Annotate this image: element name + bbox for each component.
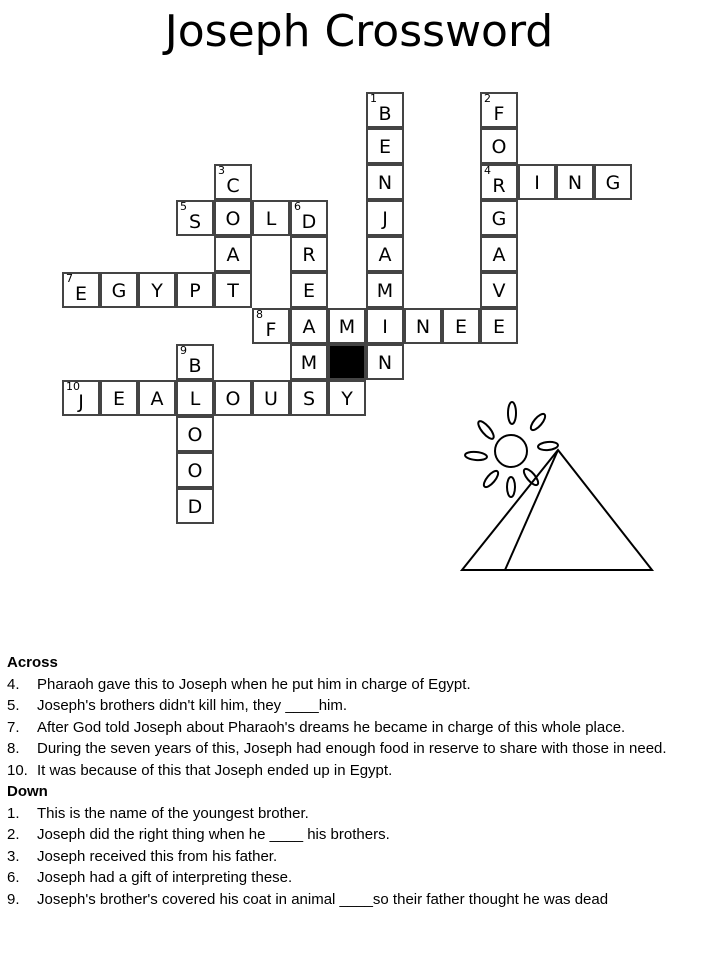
across-clue-list <box>7 674 718 782</box>
clue-num: 2. <box>7 826 20 843</box>
cell-letter: E <box>112 388 125 410</box>
cell-letter: U <box>264 388 278 410</box>
grid-cell <box>480 128 518 164</box>
grid-cell <box>366 128 404 164</box>
grid-cell <box>366 92 404 128</box>
cell-letter: N <box>567 172 583 194</box>
grid-cell <box>176 488 214 524</box>
grid-cell <box>518 164 556 200</box>
clue-number: 10 <box>66 380 80 393</box>
cell-letter: O <box>491 136 507 158</box>
cell-letter: E <box>492 316 505 338</box>
grid-cell <box>176 380 214 416</box>
cell-letter: Y <box>151 280 163 302</box>
down-clue <box>7 867 718 889</box>
cell-letter: I <box>534 172 540 194</box>
cell-letter: S <box>302 388 316 410</box>
grid-cell <box>214 164 252 200</box>
clue-text: During the seven years of this, Joseph had enough food in reserve to share with those in need. <box>37 740 667 757</box>
clue-text: Pharaoh gave this to Joseph when he put him in charge of Egypt. <box>37 675 471 693</box>
grid-cell <box>290 344 328 380</box>
cell-letter: M <box>376 280 394 302</box>
grid-cell <box>594 164 632 200</box>
pyramid-icon <box>462 450 652 570</box>
down-heading: Down <box>7 783 48 800</box>
grid-cell <box>366 200 404 236</box>
cell-letter: F <box>265 319 277 341</box>
across-heading: Across <box>7 654 58 671</box>
cell-letter: F <box>493 103 505 125</box>
grid-cell <box>176 416 214 452</box>
cell-letter: M <box>300 352 318 374</box>
down-clue <box>7 803 718 825</box>
grid-cell <box>480 164 518 200</box>
clue-number: 9 <box>180 344 187 357</box>
grid-cell <box>214 236 252 272</box>
grid-cell <box>480 92 518 128</box>
cell-letter: B <box>188 355 202 377</box>
cell-letter: E <box>302 280 315 302</box>
cell-letter: R <box>492 175 506 197</box>
grid-cell <box>138 380 176 416</box>
across-clue <box>7 760 718 782</box>
down-clue <box>7 824 718 846</box>
cell-letter: S <box>188 211 202 233</box>
cell-letter: E <box>74 283 87 305</box>
clue-number: 3 <box>218 164 225 177</box>
cell-letter: N <box>415 316 431 338</box>
cell-letter: B <box>378 103 392 125</box>
clue-num: 8. <box>7 740 20 757</box>
clue-num: 3. <box>7 847 20 865</box>
clue-number: 8 <box>256 308 263 321</box>
across-clue <box>7 738 718 760</box>
grid-cell <box>176 272 214 308</box>
clue-text: Joseph had a gift of interpreting these. <box>37 869 293 886</box>
clue-num: 4. <box>7 675 20 693</box>
clue-text: Joseph's brother's covered his coat in animal ____so their father thought he was dead <box>37 890 609 908</box>
grid-cell <box>328 308 366 344</box>
clue-text: After God told Joseph about Pharaoh's dreams he became in charge of this whole place. <box>37 718 626 736</box>
grid-cell <box>138 272 176 308</box>
grid-cell <box>62 272 100 308</box>
cell-letter: N <box>377 352 393 374</box>
clue-num: 10. <box>7 761 28 779</box>
cell-letter: J <box>78 391 84 413</box>
grid-cell <box>214 200 252 236</box>
cell-letter: Y <box>341 388 353 410</box>
grid-cell <box>176 452 214 488</box>
grid-cell <box>366 344 404 380</box>
clue-num: 7. <box>7 718 20 736</box>
grid-cell <box>290 236 328 272</box>
grid-cell <box>100 272 138 308</box>
cell-letter: O <box>187 460 203 482</box>
clue-number: 2 <box>484 92 491 105</box>
sun-pyramid-illustration <box>455 395 660 575</box>
clue-num: 6. <box>7 869 20 886</box>
across-clue <box>7 717 718 739</box>
grid-cell <box>290 200 328 236</box>
cell-letter: E <box>378 136 391 158</box>
cell-letter: G <box>605 172 621 194</box>
grid-cell <box>290 308 328 344</box>
cell-letter: A <box>150 388 164 410</box>
cell-letter: T <box>227 280 239 302</box>
grid-cell <box>366 236 404 272</box>
cell-letter: E <box>454 316 467 338</box>
grid-cell <box>480 236 518 272</box>
grid-cell <box>404 308 442 344</box>
cell-letter: A <box>378 244 392 266</box>
grid-cell <box>252 308 290 344</box>
grid-cell <box>480 272 518 308</box>
cell-letter: D <box>301 211 317 233</box>
cell-letter: C <box>226 175 240 197</box>
grid-cell <box>62 380 100 416</box>
cell-letter: M <box>338 316 356 338</box>
clue-number: 7 <box>66 272 73 285</box>
clue-text: It was because of this that Joseph ended up in Egypt. <box>37 761 393 779</box>
cell-letter: A <box>302 316 316 338</box>
cell-letter: O <box>225 388 241 410</box>
grid-black-cell <box>328 344 366 380</box>
grid-cell <box>214 380 252 416</box>
clue-num: 9. <box>7 890 20 908</box>
down-clue-list <box>7 803 718 911</box>
grid-cell <box>176 200 214 236</box>
grid-cell <box>328 380 366 416</box>
across-clue <box>7 674 718 696</box>
clue-number: 4 <box>484 164 491 177</box>
cell-letter: J <box>382 208 388 230</box>
grid-cell <box>214 272 252 308</box>
cell-letter: L <box>189 388 201 410</box>
clue-text: Joseph did the right thing when he ____ his brothers. <box>37 826 390 843</box>
clue-text: Joseph received this from his father. <box>37 847 278 865</box>
clue-text: This is the name of the youngest brother. <box>37 804 309 822</box>
cell-letter: G <box>491 208 507 230</box>
cell-letter: A <box>492 244 506 266</box>
grid-cell <box>556 164 594 200</box>
grid-cell <box>480 308 518 344</box>
grid-cell <box>100 380 138 416</box>
cell-letter: G <box>111 280 127 302</box>
grid-cell <box>290 380 328 416</box>
grid-cell <box>366 308 404 344</box>
cell-letter: O <box>187 424 203 446</box>
grid-cell <box>252 380 290 416</box>
page-title: Joseph Crossword <box>164 6 554 57</box>
grid-cell <box>252 200 290 236</box>
cell-letter: R <box>302 244 316 266</box>
grid-cell <box>480 200 518 236</box>
cell-letter: A <box>226 244 240 266</box>
cell-letter: P <box>189 280 201 302</box>
down-clue <box>7 889 718 911</box>
clue-num: 1. <box>7 804 20 822</box>
down-clue <box>7 846 718 868</box>
clue-num: 5. <box>7 697 20 714</box>
cell-letter: V <box>492 280 506 302</box>
grid-cell <box>366 272 404 308</box>
grid-cell <box>442 308 480 344</box>
clue-number: 5 <box>180 200 187 213</box>
clue-number: 1 <box>370 92 377 105</box>
cell-letter: I <box>382 316 388 338</box>
cell-letter: O <box>225 208 241 230</box>
cell-letter: N <box>377 172 393 194</box>
clues-section <box>7 652 718 910</box>
clue-text: Joseph's brothers didn't kill him, they ____him. <box>37 697 348 714</box>
cell-letter: D <box>187 496 203 518</box>
across-clue <box>7 695 718 717</box>
grid-cell <box>290 272 328 308</box>
cell-letter: L <box>265 208 277 230</box>
grid-cell <box>176 344 214 380</box>
grid-cell <box>366 164 404 200</box>
clue-number: 6 <box>294 200 301 213</box>
